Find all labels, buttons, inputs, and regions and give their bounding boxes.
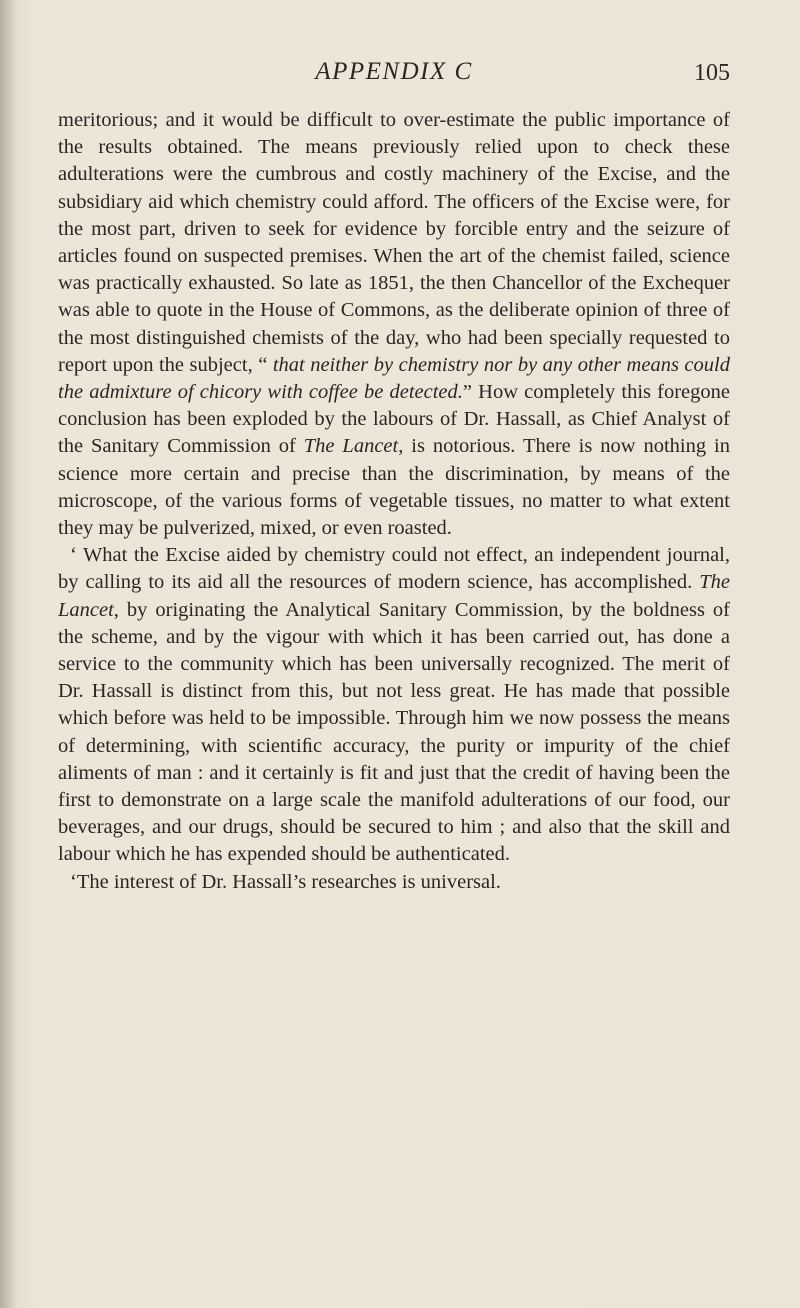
paragraph-2: [58, 542, 730, 868]
page-number: 105: [694, 60, 730, 86]
text-segment: meritorious; and it would be difficult to over-estimate the public importance of the results obtained. The means previously relied upon to check these adulterations were the cumbrous and costly machinery of the Excise, and the subsidiary aid which chemistry could afford. The officers of the Excise were, for the most part, driven to seek for evidence by forcible entry and the seizure of articles found on suspected premises. When the art of the chemist failed, science was practically exhausted. So late as 1851, the then Chancellor of the Exchequer was able to quote in the House of Commons, as the deliberate opinion of three of the most distinguished chemists of the day, who had been specially requested to report upon the subject, “: [58, 109, 730, 376]
paragraph-3: [58, 869, 730, 896]
page-header: [58, 58, 730, 92]
text-segment: ‘The interest of Dr. Hassall’s researches is universal.: [70, 870, 501, 893]
text-segment: ” How completely this foregone conclusion has been exploded by the labours of Dr. Hassall, as Chief Analyst of the Sanitary Commission of: [58, 381, 730, 458]
text-segment: , is notorious. There is now nothing in science more certain and precise than the discrimination, by means of the microscope, of the various forms of vegetable tissues, no matter to what extent they may be pulverized, mixed, or even roasted.: [58, 435, 730, 540]
gutter-shadow: [0, 0, 18, 1308]
body-text: [58, 107, 730, 896]
journal-title: The Lancet: [58, 571, 730, 621]
text-segment: , by originating the Analytical Sanitary Commission, by the boldness of the scheme, and by the vigour with which it has been carried out, has done a service to the community which has been universally recognized. The merit of Dr. Hassall is distinct from this, but not less great. He has made that possible which before was held to be impossible. Through him we now possess the means of determining, with scientiﬁc accuracy, the purity or impurity of the chief aliments of man : and it certainly is fit and just that the credit of having been the first to demonstrate on a large scale the manifold adulterations of our food, our beverages, and our drugs, should be secured to him ; and also that the skill and labour which he has expended should be authenticated.: [58, 598, 730, 866]
quotation-italic: that neither by chemistry nor by any other means could the admixture of chicory with coffee be detected.: [58, 353, 730, 404]
journal-title: The Lancet: [303, 435, 399, 458]
text-segment: ‘ What the Excise aided by chemistry could not effect, an independent journal, by calling to its aid all the resources of modern science, has accomplished.: [58, 544, 730, 594]
running-head: APPENDIX C: [315, 58, 473, 85]
paragraph-1: [58, 107, 730, 542]
